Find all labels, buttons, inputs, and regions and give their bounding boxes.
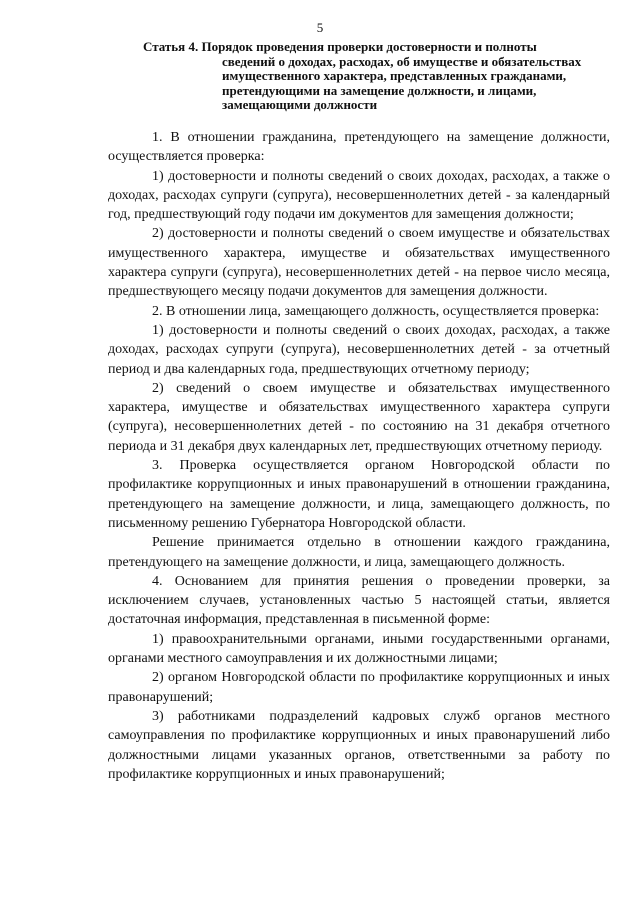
paragraph: 1) правоохранительными органами, иными государственными органами, органами местного самоуправления и их должностными лицами; [108, 631, 610, 667]
paragraph: 3. Проверка осуществляется органом Новгородской области по профилактике коррупционных и иных правонарушений в отношении гражданина, претендующего на замещение должности, и лица, замещающего должность, по письменному решению Губернатора Новгородской области. [108, 458, 610, 531]
paragraph: 2) достоверности и полноты сведений о своем имуществе и обязательствах имущественного характера, имуществе и обязательствах имущественного характера супруги (супруга), несовершеннолетних детей - на первое число месяца, предшествующего месяцу подачи документов для замещения должности. [108, 226, 610, 300]
article-heading [143, 40, 613, 113]
paragraph: 2. В отношении лица, замещающего должность, осуществляется проверка: [152, 303, 600, 319]
article-number: Статья 4. [143, 39, 199, 54]
paragraph: 1. В отношении гражданина, претендующего на замещение должности, осуществляется проверка: [108, 130, 610, 165]
article-body [108, 128, 610, 784]
page-number: 5 [316, 20, 324, 35]
paragraph: 1) достоверности и полноты сведений о своих доходах, расходах, а также о доходах, расходах супруги (супруга), несовершеннолетних детей - за календарный год, предшествующий году подачи им документов для замещения должности; [108, 168, 610, 223]
article-title-continuation: сведений о доходах, расходах, об имуществе и обязательствах имущественного характера, представленных гражданами, претендующими на замещение должности, и лицами, замещающими должности [222, 53, 582, 113]
paragraph: 1) достоверности и полноты сведений о своих доходах, расходах, а также доходах, расходах супруги (супруга), несовершеннолетних детей - за отчетный период и два календарных года, предшествующих отчетному периоду; [108, 322, 610, 377]
paragraph: 4. Основанием для принятия решения о проведении проверки, за исключением случаев, установленных частью 5 настоящей статьи, является достаточная информация, представленная в письменной форме: [108, 573, 610, 628]
paragraph: 2) сведений о своем имуществе и обязательствах имущественного характера, имуществе и обязательствах имущественного характера супруги (супруга), несовершеннолетних детей - по состоянию на 31 декабря отчетного периода и 31 декабря двух календарных лет, предшествующих отчетному периоду. [108, 380, 610, 454]
paragraph: 2) органом Новгородской области по профилактике коррупционных и иных правонарушений; [108, 670, 610, 705]
paragraph: 3) работниками подразделений кадровых служб органов местного самоуправления по профилактике коррупционных и иных правонарушений либо должностными лицами указанных органов, ответственными за работу по профилактике коррупционных и иных правонарушений; [108, 708, 610, 782]
article-title-first-line: Порядок проведения проверки достоверности и полноты [201, 39, 537, 54]
paragraph: Решение принимается отдельно в отношении каждого гражданина, претендующего на замещение должности, и лица, замещающего должность. [108, 535, 610, 570]
